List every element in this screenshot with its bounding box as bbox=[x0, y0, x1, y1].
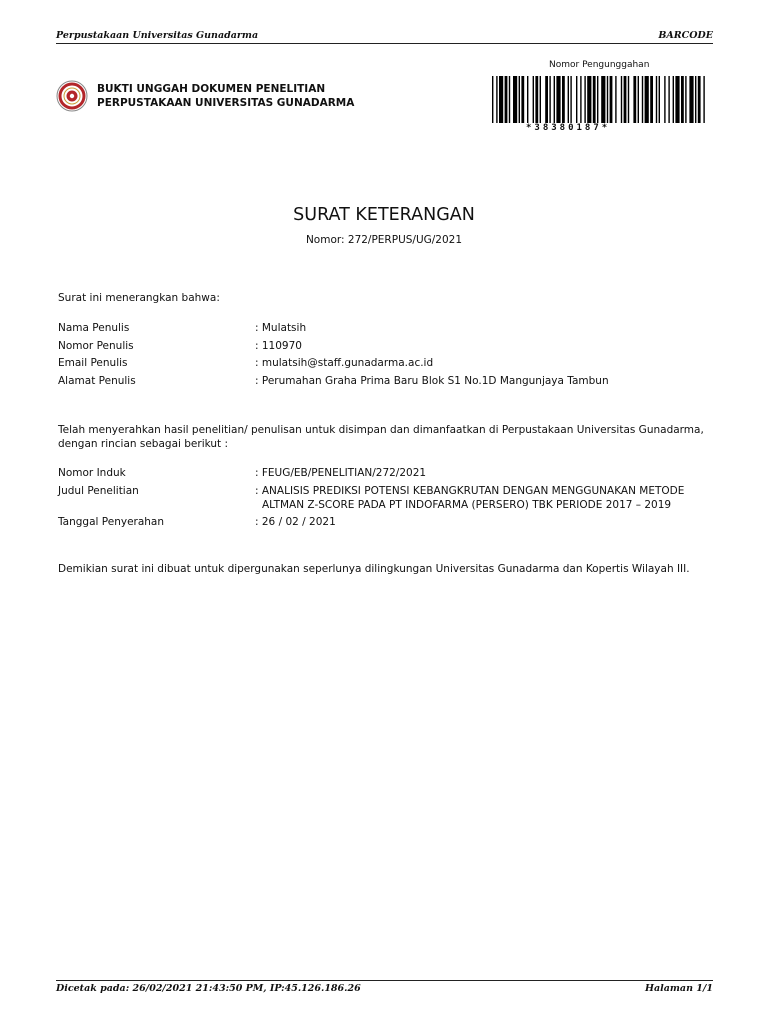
barcode-bar bbox=[540, 76, 541, 123]
header-divider bbox=[56, 43, 713, 44]
barcode-bar bbox=[570, 76, 571, 123]
author-address-value: : Perumahan Graha Prima Baru Blok S1 No.1D Mangunjaya Tambun bbox=[255, 375, 609, 387]
barcode-bar bbox=[584, 76, 585, 123]
barcode-bar bbox=[533, 76, 534, 123]
barcode-bar bbox=[624, 76, 627, 123]
barcode-bar bbox=[633, 76, 636, 123]
barcode-number: *38380187* bbox=[526, 123, 611, 133]
barcode-bar bbox=[509, 76, 510, 123]
barcode-bar bbox=[601, 76, 605, 123]
barcode-bar bbox=[535, 76, 538, 123]
barcode-bar bbox=[664, 76, 665, 123]
barcode-bar bbox=[656, 76, 657, 123]
statement-line-1: Telah menyerahkan hasil penelitian/ penulisan untuk disimpan dan dimanfaatkan di Perpustakaan Universitas Gunadarma, bbox=[58, 424, 704, 436]
barcode-image bbox=[492, 76, 707, 123]
barcode-bar bbox=[562, 76, 565, 123]
barcode-bar bbox=[645, 76, 649, 123]
barcode-bar bbox=[703, 76, 704, 123]
document-title: SURAT KETERANGAN bbox=[293, 205, 475, 225]
submission-date-value: : 26 / 02 / 2021 bbox=[255, 516, 336, 528]
author-address-label: Alamat Penulis bbox=[58, 375, 136, 387]
barcode-label: Nomor Pengunggahan bbox=[549, 60, 650, 70]
barcode-bar bbox=[593, 76, 596, 123]
barcode-bar bbox=[545, 76, 548, 123]
author-number-value: : 110970 bbox=[255, 340, 302, 352]
barcode-bar bbox=[610, 76, 613, 123]
institution-line-1: BUKTI UNGGAH DOKUMEN PENELITIAN bbox=[97, 83, 326, 95]
barcode-bar bbox=[556, 76, 560, 123]
barcode-bar bbox=[642, 76, 643, 123]
research-title-label: Judul Penelitian bbox=[58, 485, 139, 497]
footer-page-number: Halaman 1/1 bbox=[644, 983, 713, 994]
footer-divider bbox=[56, 980, 713, 981]
intro-text: Surat ini menerangkan bahwa: bbox=[58, 292, 220, 304]
barcode-bar bbox=[576, 76, 577, 123]
author-name-value: : Mulatsih bbox=[255, 322, 307, 334]
barcode-bar bbox=[659, 76, 660, 123]
institution-heading bbox=[97, 82, 354, 110]
barcode-bar bbox=[499, 76, 503, 123]
barcode-bar bbox=[698, 76, 701, 123]
statement-text bbox=[58, 423, 704, 451]
barcode-bar bbox=[505, 76, 508, 123]
barcode-bar bbox=[527, 76, 528, 123]
barcode-bar bbox=[681, 76, 684, 123]
barcode-bar bbox=[621, 76, 622, 123]
institution-line-2: PERPUSTAKAAN UNIVERSITAS GUNADARMA bbox=[97, 97, 355, 109]
barcode-bar bbox=[607, 76, 608, 123]
university-logo-icon bbox=[56, 80, 88, 112]
barcode-bar bbox=[628, 76, 629, 123]
barcode-bar bbox=[587, 76, 591, 123]
author-email-value: : mulatsih@staff.gunadarma.ac.id bbox=[255, 357, 434, 369]
document-number: Nomor: 272/PERPUS/UG/2021 bbox=[305, 234, 463, 246]
barcode-bar bbox=[685, 76, 686, 123]
header-barcode-label: BARCODE bbox=[658, 30, 713, 41]
barcode-bar bbox=[580, 76, 581, 123]
barcode-bar bbox=[549, 76, 550, 123]
research-title-line-2: ALTMAN Z-SCORE PADA PT INDOFARMA (PERSERO) TBK PERIODE 2017 – 2019 bbox=[262, 499, 672, 511]
barcode-bar bbox=[695, 76, 696, 123]
barcode-bar bbox=[568, 76, 569, 123]
research-title-line-1: : ANALISIS PREDIKSI POTENSI KEBANGKRUTAN DENGAN MENGGUNAKAN METODE bbox=[255, 485, 685, 497]
barcode-bar bbox=[675, 76, 679, 123]
barcode-bar bbox=[673, 76, 674, 123]
barcode-bar bbox=[597, 76, 598, 123]
nomor-induk-value: : FEUG/EB/PENELITIAN/272/2021 bbox=[255, 467, 427, 479]
author-email-label: Email Penulis bbox=[58, 357, 128, 369]
barcode-bar bbox=[668, 76, 669, 123]
barcode-bar bbox=[638, 76, 639, 123]
barcode-bar bbox=[650, 76, 653, 123]
submission-date-label: Tanggal Penyerahan bbox=[58, 516, 165, 528]
author-name-label: Nama Penulis bbox=[58, 322, 130, 334]
barcode-bar bbox=[554, 76, 555, 123]
barcode-bar bbox=[519, 76, 520, 123]
barcode-bar bbox=[615, 76, 616, 123]
barcode-bar bbox=[492, 76, 493, 123]
statement-line-2: dengan rincian sebagai berikut : bbox=[58, 438, 229, 450]
nomor-induk-label: Nomor Induk bbox=[58, 467, 126, 479]
barcode-bar bbox=[521, 76, 524, 123]
footer-printed-info: Dicetak pada: 26/02/2021 21:43:50 PM, IP:45.126.186.26 bbox=[56, 983, 361, 994]
header-library-name: Perpustakaan Universitas Gunadarma bbox=[56, 30, 259, 41]
barcode-bar bbox=[513, 76, 517, 123]
barcode-bar bbox=[689, 76, 693, 123]
author-number-label: Nomor Penulis bbox=[58, 340, 134, 352]
barcode-bar bbox=[496, 76, 497, 123]
closing-text: Demikian surat ini dibuat untuk dipergunakan seperlunya dilingkungan Universitas Gunadarma dan Kopertis Wilayah III. bbox=[58, 563, 690, 575]
